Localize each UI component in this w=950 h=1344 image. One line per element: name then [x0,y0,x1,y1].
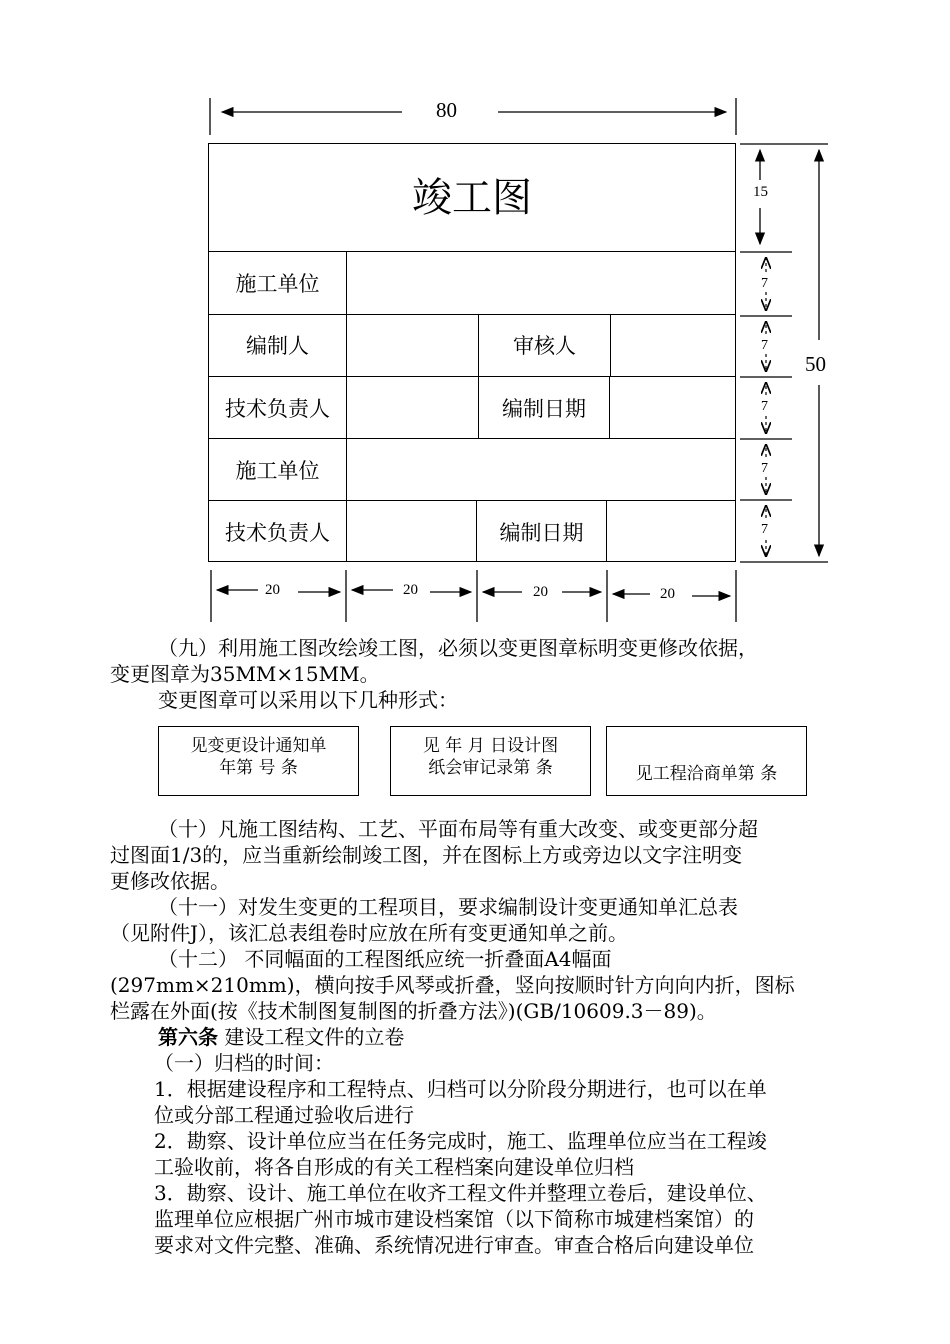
stamp-line: 见变更设计通知单 [190,736,327,756]
dim-row-label: 7 [761,276,768,291]
title-block-cell [346,438,736,501]
text-line: （九）利用施工图改绘竣工图，必须以变更图章标明变更修改依据， [158,636,758,660]
text-line: 位或分部工程通过验收后进行 [154,1103,414,1127]
text-line: 工验收前，将各自形成的有关工程档案向建设单位归档 [154,1155,634,1179]
text-line: 过图面1/3的，应当重新绘制竣工图，并在图标上方或旁边以文字注明变 [110,843,743,867]
title-block-cell [346,251,736,315]
text-line: （见附件J），该汇总表组卷时应放在所有变更通知单之前。 [110,921,629,945]
dim-row-label: 7 [761,522,768,537]
text-line: 栏露在外面(按《技术制图复制图的折叠方法》)(GB/10609.3－89)。 [110,999,717,1023]
text-line: 监理单位应根据广州市城市建设档案馆（以下简称市城建档案馆）的 [154,1207,754,1231]
text-line: 2．勘察、设计单位应当在任务完成时，施工、监理单位应当在工程竣 [154,1129,767,1153]
text-line: 要求对文件完整、准确、系统情况进行审查。审查合格后向建设单位 [154,1233,754,1257]
dim-width-label: 80 [436,98,457,122]
title-block-cell [610,314,736,377]
text-line: （十二） 不同幅面的工程图纸应统一折叠面A4幅面 [158,947,612,971]
text-line: (297mm×210mm)，横向按手风琴或折叠，竖向按顺时针方向向内折，图标 [110,973,795,997]
paragraph-body [110,816,840,1258]
stamp-line: 纸会审记录第 条 [428,758,553,778]
dim-height-label: 50 [805,352,826,376]
stamp-line: 年第 号 条 [219,758,298,778]
dim-col-label: 20 [403,582,418,598]
text-line: 1．根据建设程序和工程特点、归档可以分阶段分期进行，也可以在单 [154,1077,767,1101]
title-block-cell [606,500,736,562]
stamp-line: 见工程洽商单第 条 [635,764,778,784]
text-line: 变更图章为35MM×15MM。 [110,662,380,686]
row-label-compile-date: 编制日期 [502,397,586,421]
row-label-technical-lead: 技术负责人 [225,397,330,421]
change-stamp-review-record [390,726,591,796]
row-label-compiler: 编制人 [246,334,309,358]
title-block-cell [346,500,477,562]
change-stamp-negotiation [606,726,807,796]
dim-row-label: 7 [761,338,768,353]
article-6-number: 第六条 [158,1025,218,1049]
dim-col-label: 20 [660,586,675,602]
dim-col-label: 20 [533,584,548,600]
row-label-technical-lead: 技术负责人 [225,521,330,545]
title-block-cell [346,314,479,377]
text-line: 更修改依据。 [110,869,230,893]
change-stamp-design-notice [158,726,359,796]
row-label-construction-unit: 施工单位 [235,272,320,296]
text-line: （一）归档的时间： [154,1051,334,1075]
row-label-construction-unit: 施工单位 [235,459,320,483]
title-block-cell [346,376,479,439]
title-block-title: 竣工图 [412,175,532,221]
dim-col-label: 20 [265,582,280,598]
stamp-line: 见 年 月 日设计图 [422,736,559,756]
text-line: 3．勘察、设计、施工单位在收齐工程文件并整理立卷后，建设单位、 [154,1181,767,1205]
text-line: （十一）对发生变更的工程项目，要求编制设计变更通知单汇总表 [158,895,738,919]
stamp-line [607,735,806,757]
article-6-title: 建设工程文件的立卷 [218,1025,405,1049]
dim-row-label: 7 [761,461,768,476]
row-label-compile-date: 编制日期 [499,521,584,545]
row-label-reviewer: 审核人 [513,334,576,358]
article-6-heading [110,1024,840,1050]
text-line: （十）凡施工图结构、工艺、平面布局等有重大改变、或变更部分超 [158,817,758,841]
text-line: 变更图章可以采用以下几种形式： [158,688,458,712]
dim-title-row-label: 15 [753,184,768,200]
paragraph-9 [110,635,840,713]
title-block-cell [609,376,736,439]
dim-row-label: 7 [761,399,768,414]
